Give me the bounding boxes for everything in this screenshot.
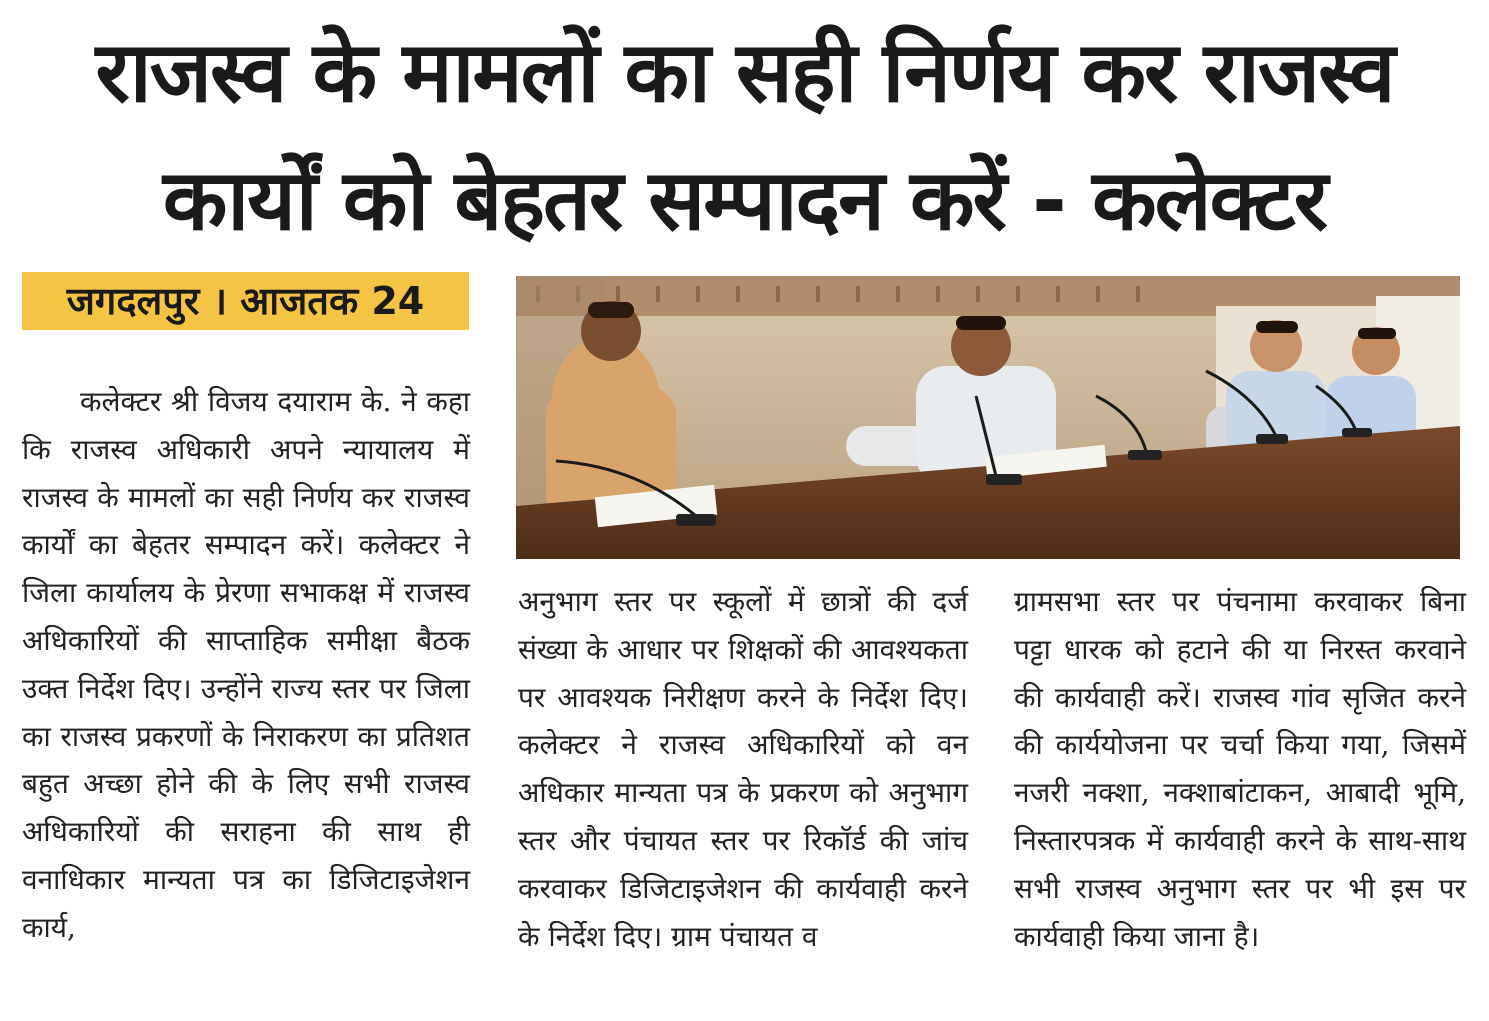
meeting-photo	[516, 276, 1460, 559]
dateline-badge: जगदलपुर । आजतक 24	[22, 272, 469, 330]
article-column-3: ग्रामसभा स्तर पर पंचनामा करवाकर बिना पट्टा धारक को हटाने की या निरस्त करवाने की कार्यवाही करें। राजस्व गांव सृजित करने की कार्ययोजना पर चर्चा किया गया, जिसमें नजरी नक्शा, नक्शाबांटाकन, आबादी भूमि, निस्तारपत्रक में कार्यवाही करने के साथ-साथ सभी राजस्व अनुभाग स्तर पर भी इस पर कार्यवाही किया जाना है।	[1014, 585, 1466, 953]
article-column-1: कलेक्टर श्री विजय दयाराम के. ने कहा कि राजस्व अधिकारी अपने न्यायालय में राजस्व के मामलों का सही निर्णय कर राजस्व कार्यों का बेहतर सम्पादन करें। कलेक्टर ने जिला कार्यालय के प्रेरणा सभाकक्ष में राजस्व अधिकारियों की साप्ताहिक समीक्षा बैठक उक्त निर्देश दिए। उन्होंने राज्य स्तर पर जिला का राजस्व प्रकरणों के निराकरण का प्रतिशत बहुत अच्छा होने की के लिए सभी राजस्व अधिकारियों की सराहना की साथ ही वनाधिकार मान्यता पत्र का डिजिटाइजेशन कार्य,	[22, 385, 470, 944]
meeting-photo-icon	[516, 276, 1460, 559]
headline-line-2: कार्यों को बेहतर सम्पादन करें - कलेक्टर	[162, 151, 1327, 249]
article-column-2: अनुभाग स्तर पर स्कूलों में छात्रों की दर्ज संख्या के आधार पर शिक्षकों की आवश्यकता पर आवश्यक निरीक्षण करने के निर्देश दिए। कलेक्टर ने राजस्व अधिकारियों को वन अधिकार मान्यता पत्र के प्रकरण को अनुभाग स्तर और पंचायत स्तर पर रिकॉर्ड की जांच करवाकर डिजिटाइजेशन की कार्यवाही करने के निर्देश दिए। ग्राम पंचायत व	[518, 585, 968, 953]
headline-line-1: राजस्व के मामलों का सही निर्णय कर राजस्व	[95, 23, 1394, 121]
